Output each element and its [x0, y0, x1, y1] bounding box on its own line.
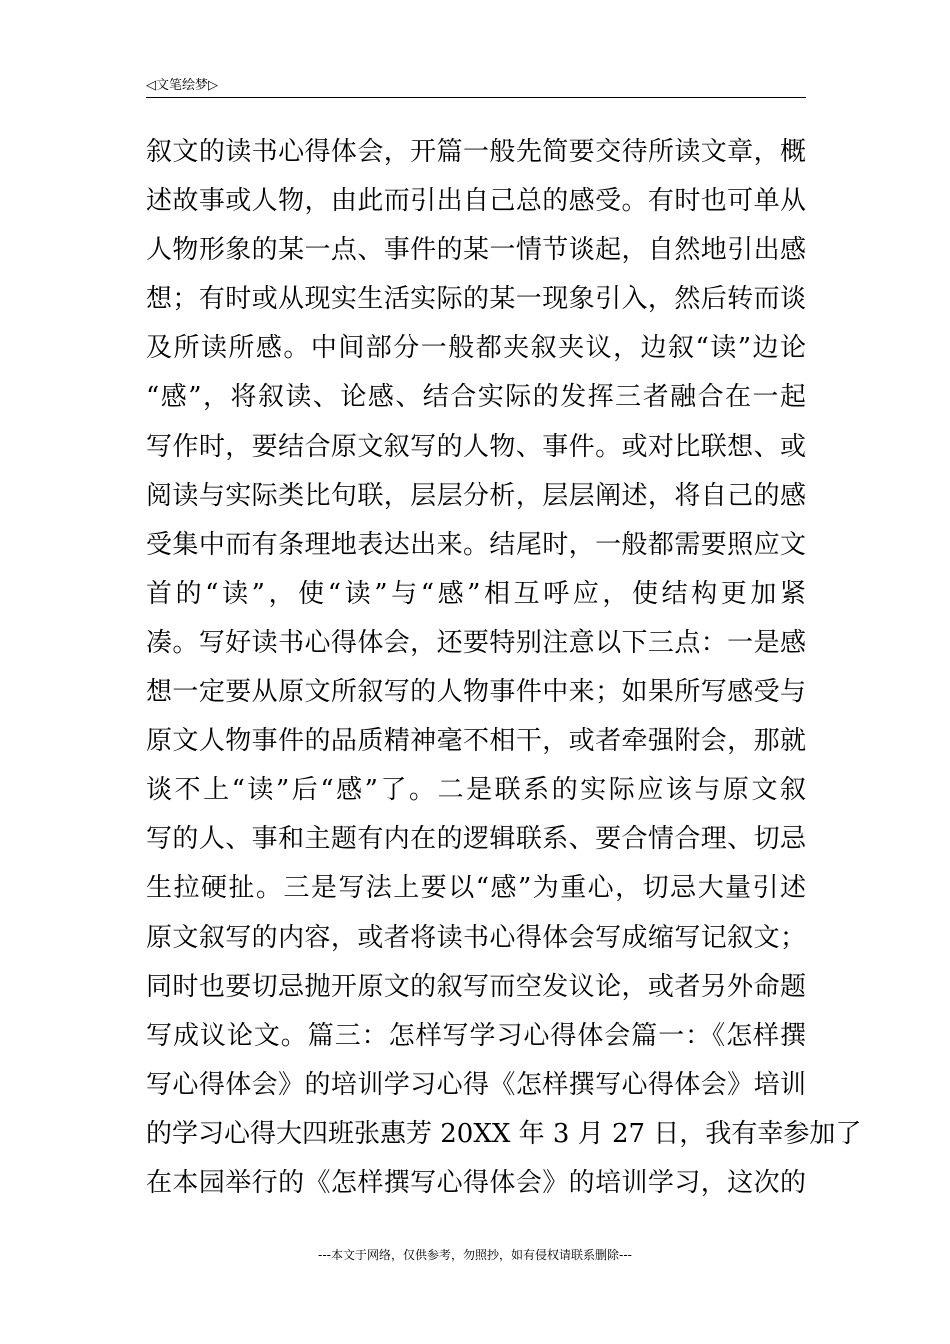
body-line: 首的“读”，使“读”与“感”相互呼应，使结构更加紧 — [146, 578, 806, 609]
body-line: 谈不上“读”后“感”了。二是联系的实际应该与原文叙 — [146, 775, 806, 806]
body-line: 写心得体会》的培训学习心得《怎样撰写心得体会》培训 — [146, 1069, 806, 1100]
body-line: 凑。写好读书心得体会，还要特别注意以下三点：一是感 — [146, 627, 806, 658]
body-line: 想；有时或从现实生活实际的某一现象引入，然后转而谈 — [146, 284, 806, 315]
body-line: “感”，将叙读、论感、结合实际的发挥三者融合在一起 — [146, 382, 806, 413]
document-body — [146, 128, 862, 1208]
body-line: 同时也要切忌抛开原文的叙写而空发议论，或者另外命题 — [146, 971, 806, 1002]
body-line: 写作时，要结合原文叙写的人物、事件。或对比联想、或 — [146, 431, 806, 462]
page-header — [146, 70, 806, 98]
body-line: 述故事或人物，由此而引出自己总的感受。有时也可单从 — [146, 186, 806, 217]
body-line: 的学习心得大四班张惠芳 20XX 年 3 月 27 日，我有幸参加了 — [146, 1118, 862, 1149]
page-footer: ---本文于网络，仅供参考，勿照抄，如有侵权请联系删除--- — [318, 1248, 632, 1262]
body-line: 想一定要从原文所叙写的人物事件中来；如果所写感受与 — [146, 677, 806, 708]
body-line: 及所读所感。中间部分一般都夹叙夹议，边叙“读”边论 — [146, 333, 806, 364]
body-line: 叙文的读书心得体会，开篇一般先简要交待所读文章，概 — [146, 137, 806, 167]
header-rule — [146, 97, 806, 98]
body-line: 原文叙写的内容，或者将读书心得体会写成缩写记叙文； — [146, 922, 806, 953]
body-line: 原文人物事件的品质精神毫不相干，或者牵强附会，那就 — [146, 726, 806, 757]
body-line: 人物形象的某一点、事件的某一情节谈起，自然地引出感 — [146, 235, 806, 266]
body-line: 写成议论文。篇三：怎样写学习心得体会篇一：《怎样撰 — [146, 1020, 806, 1051]
body-line: 在本园举行的《怎样撰写心得体会》的培训学习，这次的 — [146, 1167, 806, 1198]
header-title: ◁文笔绘梦▷ — [146, 78, 218, 93]
body-line: 写的人、事和主题有内在的逻辑联系、要合情合理、切忌 — [146, 824, 806, 855]
body-line: 生拉硬扯。三是写法上要以“感”为重心，切忌大量引述 — [146, 873, 806, 904]
body-line: 阅读与实际类比句联，层层分析，层层阐述，将自己的感 — [146, 480, 806, 511]
body-line: 受集中而有条理地表达出来。结尾时，一般都需要照应文 — [146, 529, 806, 560]
